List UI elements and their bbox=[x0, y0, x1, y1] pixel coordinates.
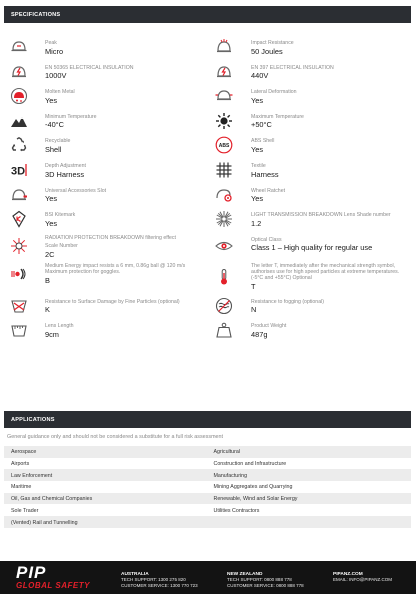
spec-value: Yes bbox=[45, 95, 58, 105]
applications-header: APPLICATIONS bbox=[4, 411, 411, 428]
spec-impact-resistance bbox=[209, 36, 409, 60]
spec-row bbox=[4, 233, 411, 261]
spec-label: RADIATION PROTECTION BREAKDOWN filtering effect bbox=[45, 234, 176, 241]
table-cell: Sole Trader bbox=[11, 507, 39, 514]
radiation-icon bbox=[10, 237, 28, 255]
spec-row bbox=[4, 85, 411, 110]
spec-row bbox=[4, 110, 411, 135]
spec-surface-damage bbox=[4, 295, 204, 319]
spec-row bbox=[4, 36, 411, 61]
table-cell: Airports bbox=[11, 461, 30, 468]
spec-value: 50 Joules bbox=[251, 46, 283, 56]
table-row bbox=[4, 458, 411, 470]
table-cell: Construction and Infrastructure bbox=[213, 461, 287, 468]
spec-label: Molten Metal bbox=[45, 89, 75, 96]
spec-bsi-kitemark bbox=[4, 208, 204, 232]
spec-value: T bbox=[251, 281, 256, 291]
spec-value: Class 1 – High quality for regular use bbox=[251, 243, 373, 253]
table-row bbox=[4, 446, 411, 458]
spec-maximum-temperature bbox=[209, 110, 409, 134]
impact-ball-icon bbox=[10, 265, 28, 283]
spec-value: K bbox=[45, 305, 50, 315]
wheel-ratchet-icon bbox=[215, 186, 233, 204]
spec-value: +50°C bbox=[251, 120, 272, 130]
spec-label: Universal Accessories Slot bbox=[45, 187, 107, 194]
spec-en50365 bbox=[4, 61, 204, 85]
spec-medium-energy-impact bbox=[4, 261, 204, 295]
helmet-impact-icon bbox=[215, 38, 233, 56]
table-cell: Manufacturing bbox=[213, 472, 248, 479]
spec-label: Medium Energy impact resists a 6 mm, 0.86g ball @ 120 m/s Maximum protection for goggles. bbox=[45, 262, 186, 275]
table-cell: Aerospace bbox=[11, 449, 37, 456]
kitemark-icon bbox=[10, 210, 28, 228]
surface-damage-icon bbox=[10, 297, 28, 315]
spec-row bbox=[4, 184, 411, 209]
table-cell: Renewable, Wind and Solar Energy bbox=[213, 496, 298, 503]
lens-length-icon bbox=[10, 321, 28, 339]
spec-sublabel: Scale Number bbox=[45, 242, 78, 249]
spec-value: 2C bbox=[45, 249, 55, 259]
3d-badge-text: 3D bbox=[11, 165, 26, 178]
table-cell bbox=[208, 516, 412, 528]
footer-website-link[interactable]: PIPANZ.COM bbox=[333, 572, 363, 577]
spec-label: Textile bbox=[251, 162, 266, 169]
footer-newzealand-service: CUSTOMER SERVICE: 0800 888 778 bbox=[227, 582, 304, 588]
spec-label: Impact Resistance bbox=[251, 40, 294, 46]
table-row bbox=[4, 493, 411, 505]
table-row bbox=[4, 504, 411, 516]
spec-high-speed-extreme-temperature bbox=[209, 261, 409, 295]
footer-australia bbox=[121, 572, 198, 588]
spec-row bbox=[4, 208, 411, 233]
table-cell: Maritime bbox=[11, 484, 32, 491]
spec-label: Depth Adjustment bbox=[45, 162, 86, 169]
spec-row bbox=[4, 159, 411, 184]
recycle-icon bbox=[10, 136, 28, 154]
spec-label: Maximum Temperature bbox=[251, 113, 304, 120]
spec-accessories-slot bbox=[4, 184, 204, 208]
logo-sub-text: GLOBAL SAFETY bbox=[16, 581, 90, 590]
thermometer-icon bbox=[215, 268, 233, 286]
spec-value: Yes bbox=[251, 194, 264, 204]
table-row bbox=[4, 481, 411, 493]
table-cell: Utilities Contractors bbox=[213, 507, 260, 514]
spec-value: 487g bbox=[251, 330, 268, 340]
spec-row bbox=[4, 261, 411, 295]
spec-product-weight bbox=[209, 319, 409, 343]
footer-newzealand-title: NEW ZEALAND bbox=[227, 572, 263, 577]
electrical-helmet-icon bbox=[10, 63, 28, 81]
spec-anti-fog bbox=[209, 295, 409, 319]
spec-value: Harness bbox=[251, 169, 279, 179]
footer bbox=[0, 561, 416, 594]
spec-depth-adjustment bbox=[4, 159, 204, 183]
spec-value: N bbox=[251, 305, 257, 315]
helmet-peak-icon bbox=[10, 38, 28, 56]
applications-note: General guidance only and should not be considered a substitute for a full risk assessment bbox=[7, 434, 224, 440]
weight-icon bbox=[215, 321, 233, 339]
footer-newzealand bbox=[227, 572, 304, 588]
light-burst-icon bbox=[215, 210, 233, 228]
pip-logo bbox=[16, 564, 104, 592]
spec-value: 440V bbox=[251, 71, 269, 81]
spec-value: Shell bbox=[45, 145, 62, 155]
footer-newzealand-tech: TECH SUPPORT: 0800 888 778 bbox=[227, 577, 292, 583]
spec-label: EN 50365 ELECTRICAL INSULATION bbox=[45, 64, 134, 71]
lateral-deformation-icon bbox=[215, 87, 233, 105]
applications-table bbox=[4, 446, 411, 528]
spec-label: Minimum Temperature bbox=[45, 113, 97, 120]
spec-radiation-protection bbox=[4, 233, 204, 261]
spec-value: 9cm bbox=[45, 330, 59, 340]
spec-label: Wheel Ratchet bbox=[251, 187, 286, 194]
spec-lateral-deformation bbox=[209, 85, 409, 109]
spec-row bbox=[4, 134, 411, 159]
table-row bbox=[4, 516, 411, 528]
spec-molten-metal bbox=[4, 85, 204, 109]
spec-value: Micro bbox=[45, 46, 64, 56]
specifications-grid bbox=[4, 36, 411, 344]
spec-light-transmission bbox=[209, 208, 409, 232]
3d-harness-icon bbox=[10, 161, 28, 179]
accessory-slot-icon bbox=[10, 186, 28, 204]
table-cell: Mining Aggregates and Quarrying bbox=[213, 484, 293, 491]
spec-label: Lateral Deformation bbox=[251, 89, 297, 96]
textile-grid-icon bbox=[215, 161, 233, 179]
spec-row bbox=[4, 61, 411, 86]
molten-metal-icon bbox=[10, 87, 28, 105]
abs-badge-text: ABS bbox=[218, 143, 230, 150]
abs-badge-icon bbox=[215, 136, 233, 154]
spec-peak bbox=[4, 36, 204, 60]
spec-wheel-ratchet bbox=[209, 184, 409, 208]
spec-label: Resistance to Surface Damage by Fine Particles (optional) bbox=[45, 298, 180, 305]
spec-value: Yes bbox=[45, 218, 58, 228]
spec-label: LIGHT TRANSMISSION BREAKDOWN Lens Shade number bbox=[251, 212, 391, 219]
spec-label: Lens Length bbox=[45, 323, 74, 330]
spec-minimum-temperature bbox=[4, 110, 204, 134]
spec-abs-shell bbox=[209, 134, 409, 158]
spec-label: Product Weight bbox=[251, 323, 287, 330]
anti-fog-icon bbox=[215, 297, 233, 315]
table-cell: Law Enforcement bbox=[11, 472, 53, 479]
table-cell: Agricultural bbox=[213, 449, 240, 456]
spec-value: Yes bbox=[45, 194, 58, 204]
spec-value: 1.2 bbox=[251, 218, 262, 228]
spec-label: EN 397 ELECTRICAL INSULATION bbox=[251, 64, 334, 71]
spec-value: -40°C bbox=[45, 120, 64, 130]
footer-australia-tech: TECH SUPPORT: 1300 275 820 bbox=[121, 577, 186, 583]
spec-value: B bbox=[45, 275, 50, 285]
footer-email-link[interactable]: EMAIL: INFO@PIPANZ.COM bbox=[333, 577, 392, 583]
electrical-helmet-icon bbox=[215, 63, 233, 81]
footer-web bbox=[333, 572, 392, 583]
spec-label: BSI Kitemark bbox=[45, 212, 76, 219]
spec-label: ABS Shell bbox=[251, 138, 275, 145]
spec-value: Yes bbox=[251, 95, 264, 105]
spec-value: 1000V bbox=[45, 71, 67, 81]
spec-label: Peak bbox=[45, 40, 57, 46]
table-row bbox=[4, 469, 411, 481]
spec-textile bbox=[209, 159, 409, 183]
spec-label: Recyclable bbox=[45, 138, 71, 145]
logo-main-text: PIP bbox=[16, 563, 47, 582]
spec-value: 3D Harness bbox=[45, 169, 85, 179]
spec-label: The letter T, immediately after the mechanical strength symbol, authorises use for high speed particles at extreme temperatures. (-5°C and +55°C) Optional bbox=[251, 262, 400, 282]
spec-row bbox=[4, 295, 411, 320]
spec-recyclable bbox=[4, 134, 204, 158]
spec-en397 bbox=[209, 61, 409, 85]
spec-label: Optical Class bbox=[251, 236, 282, 243]
table-cell: (Vented) Rail and Tunnelling bbox=[11, 519, 78, 526]
spec-row bbox=[4, 319, 411, 344]
footer-australia-service: CUSTOMER SERVICE: 1300 770 723 bbox=[121, 582, 198, 588]
sun-icon bbox=[215, 112, 233, 130]
specifications-header: SPECIFICATIONS bbox=[4, 6, 411, 23]
table-cell: Oil, Gas and Chemical Companies bbox=[11, 496, 93, 503]
mountain-icon bbox=[10, 112, 28, 130]
footer-australia-title: AUSTRALIA bbox=[121, 572, 149, 577]
spec-label: Resistance to fogging (optional) bbox=[251, 298, 324, 305]
spec-value: Yes bbox=[251, 145, 264, 155]
spec-lens-length bbox=[4, 319, 204, 343]
spec-optical-class bbox=[209, 233, 409, 261]
optical-eye-icon bbox=[215, 237, 233, 255]
